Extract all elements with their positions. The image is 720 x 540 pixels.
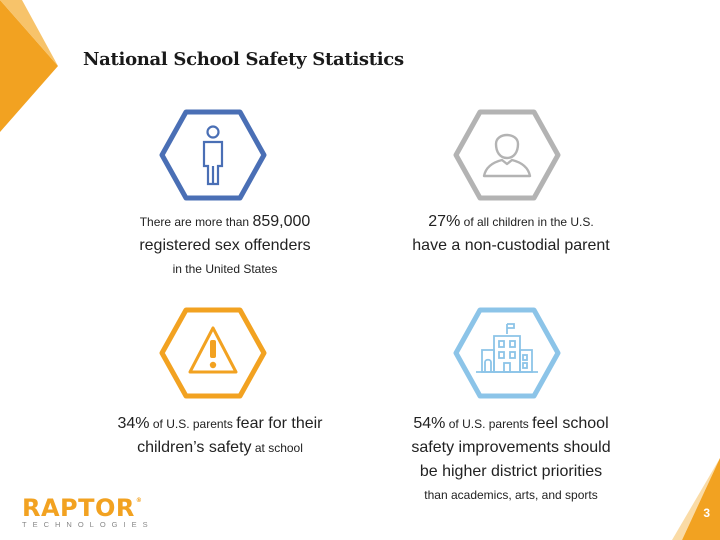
stat-text: at school	[251, 441, 303, 455]
stat-number: 54%	[413, 415, 446, 432]
stat-text: be higher district priorities	[419, 463, 603, 480]
stat-text: than academics, arts, and sports	[424, 488, 598, 502]
logo-wordmark: RAPTOR	[22, 494, 135, 522]
page-number: 3	[703, 506, 710, 520]
stat-number: 27%	[428, 213, 461, 230]
slide-title: National School Safety Statistics	[83, 49, 404, 70]
stat-text: fear for their	[236, 415, 323, 432]
stat-text: of U.S. parents	[149, 417, 237, 431]
stat-text: There are more than	[139, 215, 253, 229]
stat-number: 859,000	[252, 213, 311, 230]
stat-parents-fear	[80, 412, 360, 460]
corner-decoration-top-left	[0, 0, 60, 132]
stat-sex-offenders	[90, 210, 360, 280]
stat-text: registered sex offenders	[139, 237, 311, 254]
logo-trademark: ®	[135, 497, 143, 504]
stat-text: have a non-custodial parent	[412, 237, 610, 254]
stat-text: feel school	[532, 415, 609, 432]
stat-text: of all children in the U.S.	[460, 215, 594, 229]
logo-subtitle: TECHNOLOGIES	[22, 520, 154, 529]
user-silhouette-icon	[452, 108, 562, 202]
stat-non-custodial-parent	[380, 210, 642, 258]
stat-text: children’s safety	[137, 439, 252, 456]
stat-number: 34%	[117, 415, 150, 432]
corner-decoration-bottom-right	[672, 458, 720, 540]
stat-safety-priorities	[380, 412, 642, 506]
school-building-icon	[452, 306, 562, 400]
stat-text: in the United States	[172, 262, 278, 276]
stat-text: safety improvements should	[411, 439, 611, 456]
stat-text: of U.S. parents	[445, 417, 533, 431]
warning-icon	[158, 306, 268, 400]
raptor-logo	[22, 494, 154, 529]
person-icon	[158, 108, 268, 202]
